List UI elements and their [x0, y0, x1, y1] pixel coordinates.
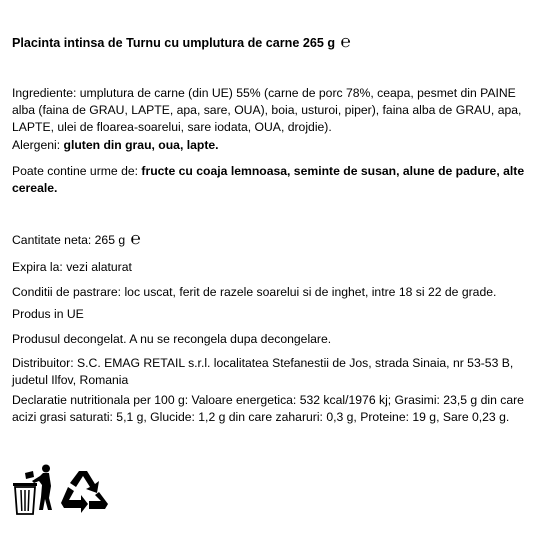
estimated-sign-icon: ℮ [340, 32, 351, 51]
product-title [12, 32, 540, 52]
traces-label: Poate contine urme de: [12, 164, 142, 178]
estimated-sign-icon: ℮ [130, 229, 141, 248]
product-title-text: Placinta intinsa de Turnu cu umplutura de carne 265 g [12, 36, 336, 50]
tidyman-bin-icon [12, 464, 58, 516]
nutrition-text: Declaratie nutritionala per 100 g: Valoare energetica: 532 kcal/1976 kj; Grasimi: 23,5 g din care acizi grasi saturati: 5,1 g, Glucide: 1,2 g din care zaharuri: 0,3 g, Proteine: 19 g, Sare 0,23 g. [12, 393, 524, 424]
ingredients-text: Ingrediente: umplutura de carne (din UE) 55% (carne de porc 78%, ceapa, pesmet din PAINE alba (faina de GRAU, LAPTE, apa, sare, OUA), boia, usturoi, piper), faina alba de GRAU, apa, LAPTE, ulei de floarea-soarelui, sare iodata, OUA, drojdie). [12, 86, 522, 134]
allergens-label: Alergeni: [12, 138, 64, 152]
traces-value: fructe cu coaja lemnoasa, seminte de susan, alune de padure, alte cereale. [12, 164, 525, 195]
allergens-value: gluten din grau, oua, lapte. [63, 138, 219, 152]
recycle-icon [60, 468, 110, 514]
frozen-note-text: Produsul decongelat. A nu se recongela dupa decongelare. [12, 332, 332, 346]
traces-line [12, 163, 540, 197]
storage-text: Conditii de pastrare: loc uscat, ferit de razele soarelui si de inghet, intre 18 si 22 de grade. [12, 285, 497, 299]
net-quantity-line [12, 229, 540, 249]
origin-text: Produs in UE [12, 307, 84, 321]
disposal-icons [12, 464, 112, 516]
net-quantity-text: Cantitate neta: 265 g [12, 233, 126, 247]
distributor-text: Distribuitor: S.C. EMAG RETAIL s.r.l. localitatea Stefanestii de Jos, strada Sinaia, nr 53-53 B, judetul Ilfov, Romania [12, 356, 514, 387]
expiry-text: Expira la: vezi alaturat [12, 260, 132, 274]
allergens-line [12, 137, 540, 154]
